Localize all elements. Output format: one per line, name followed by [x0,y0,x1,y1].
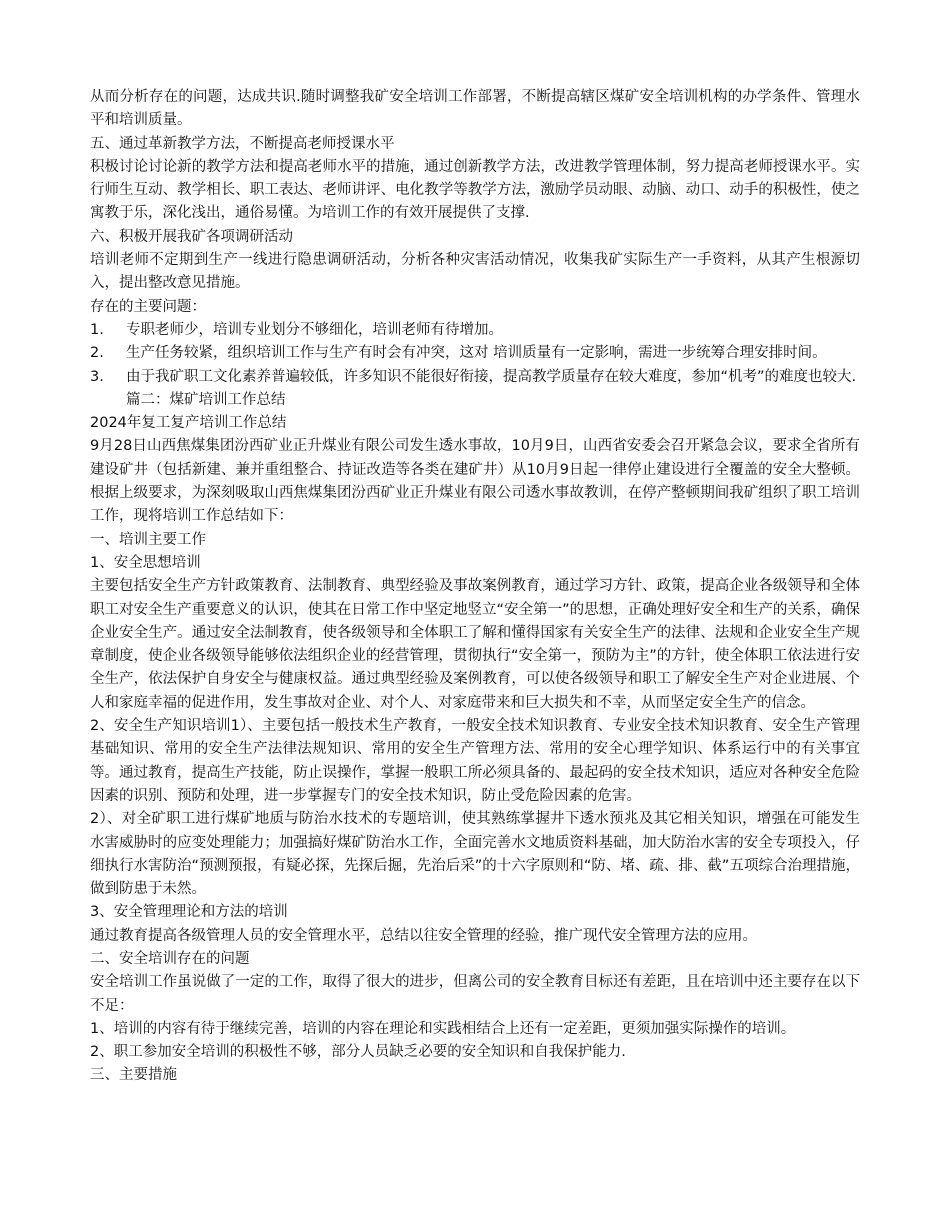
section-heading: 三、主要措施 [90,1067,177,1084]
list-item [90,342,860,365]
paragraph: 2）、对全矿职工进行煤矿地质与防治水技术的专题培训，使其熟练掌握井下透水预兆及其它相关知识，增强在可能发生水害威胁时的应变处理能力；加强搞好煤矿防治水工作，全面完善水文地质资料基础，加大防治水害的安全专项投入，仔细执行水害防治“预测预报，有疑必探，先探后掘，先治后采”的十六字原则和“防、堵、疏、排、截”五项综合治理措施，做到防患于未然。 [90,811,860,898]
section-heading: 五、通过革新教学方法，不断提高老师授课水平 [90,135,395,152]
subsection-heading: 1、安全思想培训 [90,554,201,571]
paragraph: 积极讨论讨论新的教学方法和提高老师水平的措施，通过创新教学方法，改进教学管理体制，努力提高老师授课水平。实行师生互动、教学相长、职工表达、老师讲评、电化教学等教学方法，激励学员动眼、动脑、动口、动手的积极性，使之寓教于乐，深化浅出，通俗易懂。为培训工作的有效开展提供了支撑. [90,158,860,222]
list-item [90,366,860,413]
paragraph: 1、培训的内容有待于继续完善，培训的内容在理论和实践相结合上还有一定差距，更须加强实际操作的培训。 [90,1020,796,1037]
paragraph: 9月28日山西焦煤集团汾西矿业正升煤业有限公司发生透水事故，10月9日，山西省安委会召开紧急会议，要求全省所有建设矿井（包括新建、兼并重组整合、持证改造等各类在建矿井）从10月9日起一律停止建设进行全覆盖的安全大整顿。根据上级要求，为深刻吸取山西焦煤集团汾西矿业正升煤业有限公司透水事故教训，在停产整顿期间我矿组织了职工培训工作，现将培训工作总结如下： [90,438,860,525]
paragraph: 培训老师不定期到生产一线进行隐患调研活动，分析各种灾害活动情况，收集我矿实际生产一手资料，从其产生根源切入，提出整改意见措施。 [90,252,860,292]
list-item-number: 1. [90,321,104,338]
issues-title: 存在的主要问题： [90,298,206,315]
paragraph: 从而分析存在的问题，达成共识.随时调整我矿安全培训工作部署，不断提高辖区煤矿安全培训机构的办学条件、管理水平和培训质量。 [90,89,860,129]
list-item-number: 2. [90,345,104,362]
paragraph: 主要包括安全生产方针政策教育、法制教育、典型经验及事故案例教育，通过学习方针、政策，提高企业各级领导和全体职工对安全生产重要意义的认识，使其在日常工作中坚定地竖立“安全第一”的思想，正确处理好安全和生产的关系，确保企业安全生产。通过安全法制教育，使各级领导和全体职工了解和懂得国家有关安全生产的法律、法规和企业安全生产规章制度，使企业各级领导能够依法组织企业的经营管理，贯彻执行“安全第一，预防为主”的方针，使全体职工依法进行安全生产，依法保护自身安全与健康权益。通过典型经验及案例教育，可以使各级领导和职工了解安全生产对企业进展、个人和家庭幸福的促进作用，发生事故对企业、对个人、对家庭带来和巨大损失和不幸，从而坚定安全生产的信念。 [90,578,860,711]
list-item-text: 生产任务较紧，组织培训工作与生产有时会有冲突，这对 培训质量有一定影响，需进一步统筹合理安排时间。 [126,345,827,362]
section-heading: 一、培训主要工作 [90,531,206,548]
section-heading: 六、积极开展我矿各项调研活动 [90,228,293,245]
document-title: 2024年复工复产培训工作总结 [90,415,287,432]
list-item-text: 专职老师少，培训专业划分不够细化，培训老师有待增加。 [126,321,503,338]
paragraph: 安全培训工作虽说做了一定的工作，取得了很大的进步，但离公司的安全教育目标还有差距，且在培训中还主要存在以下不足： [90,974,860,1014]
list-item [90,319,860,342]
list-item-number: 3. [90,368,104,385]
paragraph: 2、职工参加安全培训的积极性不够，部分人员缺乏必要的安全知识和自我保护能力. [90,1044,626,1061]
list-item-text: 由于我矿职工文化素养普遍较低，许多知识不能很好衔接，提高教学质量存在较大难度，参加“机考”的难度也较大.篇二：煤矿培训工作总结 [126,368,857,408]
section-heading: 二、安全培训存在的问题 [90,950,250,967]
subsection-heading: 3、安全管理理论和方法的培训 [90,904,288,921]
paragraph: 2、安全生产知识培训1）、主要包括一般技术生产教育，一般安全技术知识教育、专业安全技术知识教育、安全生产管理基础知识、常用的安全生产法律法规知识、常用的安全生产管理方法、常用的安全心理学知识、体系运行中的有关事宜等。通过教育，提高生产技能，防止误操作，掌握一般职工所必须具备的、最起码的安全技术知识，适应对各种安全危险因素的识别、预防和处理，进一步掌握专门的安全技术知识，防止受危险因素的危害。 [90,718,860,804]
paragraph: 通过教育提高各级管理人员的安全管理水平，总结以往安全管理的经验，推广现代安全管理方法的应用。 [90,927,757,944]
